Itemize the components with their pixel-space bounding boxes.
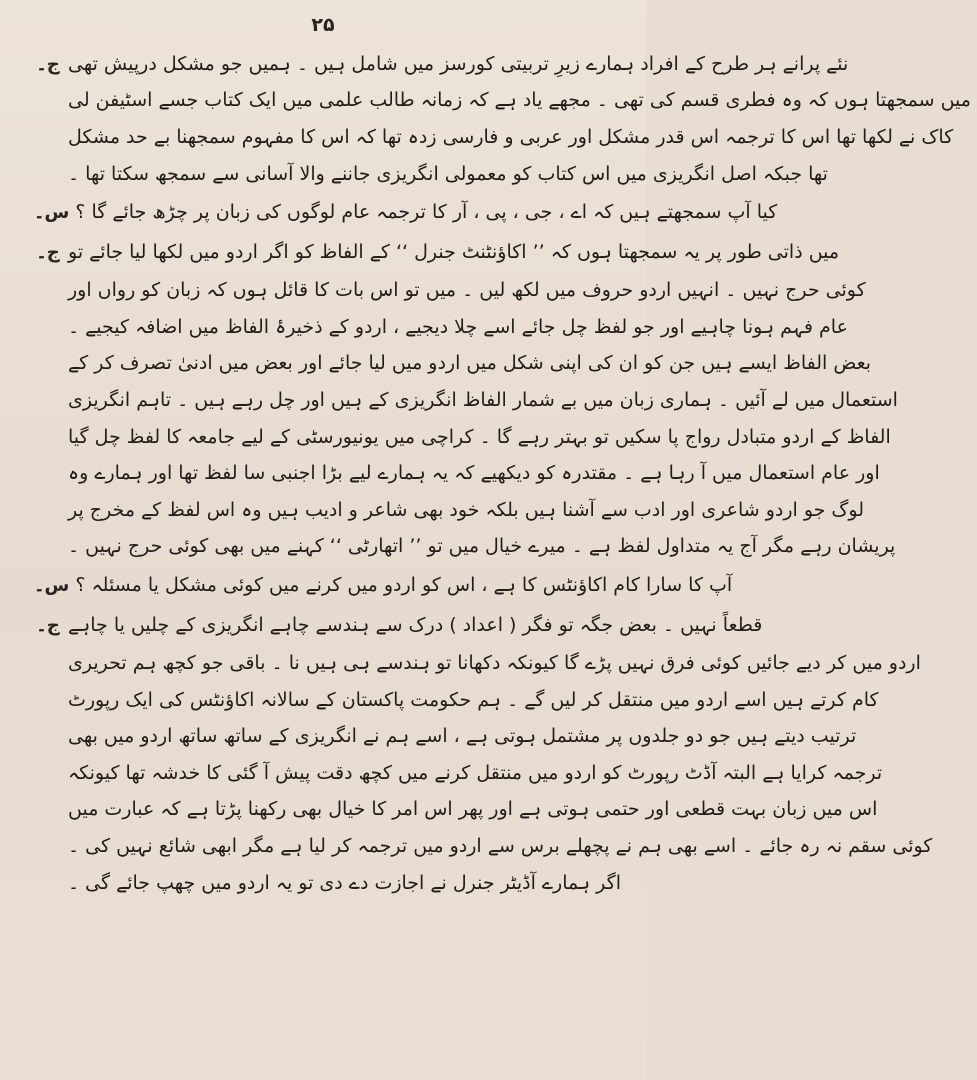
text-line [34, 865, 621, 902]
text-line [34, 156, 828, 193]
text-line [34, 192, 778, 232]
line-text: الفاظ کے اردو متبادل رواج پا سکیں تو بہتر رہے گا ۔ کراچی میں یونیورسٹی کے لیے جامعہ کا لفظ چل گیا [68, 425, 891, 448]
line-text: تھا جبکہ اصل انگریزی میں اس کتاب کو معمولی انگریزی جاننے والا آسانی سے سمجھ سکتا تھا ۔ [68, 162, 828, 185]
answer-marker: ج۔ [36, 53, 60, 75]
line-text: استعمال میں لے آئیں ۔ ہماری زبان میں بے شمار الفاظ انگریزی کے ہیں اور چل رہے ہیں ۔ تاہم انگریزی [68, 389, 898, 412]
text-line [34, 645, 921, 682]
question-marker: س۔ [34, 201, 70, 223]
line-text: کاک نے لکھا تھا اس کا ترجمہ اس قدر مشکل اور عربی و فارسی زدہ تھا کہ اس کا مفہوم سمجھنا بے حد مشکل [68, 126, 954, 149]
line-text: نئے پرانے ہر طرح کے افراد ہمارے زیرِ تربیتی کورسز میں شامل ہیں ۔ ہمیں جو مشکل درپیش تھی [68, 52, 849, 75]
line-text: اور عام استعمال میں آ رہا ہے ۔ مقتدرہ کو دیکھیے کہ یہ ہمارے لیے بڑا اجنبی سا لفظ تھا اور ہمارے وہ [68, 462, 880, 485]
text-line [34, 755, 883, 792]
line-text: میں سمجھتا ہوں کہ وہ فطری قسم کی تھی ۔ مجھے یاد ہے کہ زمانہ طالب علمی میں ایک کتاب جسے اسٹیفن لی [68, 89, 971, 112]
text-line [34, 492, 865, 529]
text-line [34, 718, 857, 755]
text-line [34, 309, 848, 346]
line-text: کیا آپ سمجھتے ہیں کہ اے ، جی ، پی ، آر کا ترجمہ عام لوگوں کی زبان پر چڑھ جائے گا ؟ [75, 200, 778, 223]
text-line [34, 232, 840, 272]
text-line [34, 682, 879, 719]
line-text: کوئی حرج نہیں ۔ انہیں اردو حروف میں لکھ لیں ۔ میں تو اس بات کا قائل ہوں کہ زبان کو رواں اور [68, 279, 866, 302]
answer-marker: ج۔ [36, 614, 60, 636]
text-line [34, 346, 872, 383]
text-line [34, 792, 878, 829]
line-text: عام فہم ہونا چاہیے اور جو لفظ چل جائے اسے چلا دیجیے ، اردو کے ذخیرۂ الفاظ میں اضافہ کیجیے ۔ [68, 315, 848, 338]
text-line [34, 605, 763, 645]
answer-marker: ج۔ [36, 241, 60, 263]
text-line [34, 419, 891, 456]
text-line [34, 382, 898, 419]
text-line [34, 46, 849, 83]
text-line [34, 828, 933, 865]
text-line [34, 119, 954, 156]
page-number: ۲۵ [311, 14, 335, 36]
line-text: کوئی سقم نہ رہ جائے ۔ اسے بھی ہم نے پچھلے برس سے اردو میں ترجمہ کر لیا ہے مگر ابھی شائع نہیں کی ۔ [68, 834, 933, 857]
text-line [34, 455, 880, 492]
line-text: اس میں زبان بہت قطعی اور حتمی ہوتی ہے اور پھر اس امر کا خیال بھی رکھنا پڑتا ہے کہ عبارت میں [68, 798, 878, 821]
text-line [34, 83, 971, 120]
line-text: قطعاً نہیں ۔ بعض جگہ تو فگر ( اعداد ) درک سے ہندسے چاہے انگریزی کے چلیں یا چاہے [68, 613, 763, 636]
line-text: اگر ہمارے آڈیٹر جنرل نے اجازت دے دی تو یہ اردو میں چھپ جائے گی ۔ [68, 871, 621, 894]
text-line [34, 565, 733, 605]
line-text: اردو میں کر دیے جائیں کوئی فرق نہیں پڑے گا کیونکہ دکھانا تو ہندسے ہی ہیں نا ۔ باقی جو کچھ ہم تحریری [68, 652, 921, 675]
line-text: پریشان رہے مگر آج یہ متداول لفظ ہے ۔ میرے خیال میں تو ’’ اتھارٹی ‘‘ کہنے میں بھی کوئی حرج نہیں ۔ [68, 535, 896, 558]
line-text: میں ذاتی طور پر یہ سمجھتا ہوں کہ ’’ اکاؤنٹنٹ جنرل ‘‘ کے الفاظ کو اگر اردو میں لکھا لیا جائے تو [68, 240, 840, 263]
line-text: آپ کا سارا کام اکاؤنٹس کا ہے ، اس کو اردو میں کرنے میں کوئی مشکل یا مسئلہ ؟ [75, 573, 733, 596]
line-text: ترجمہ کرایا ہے البتہ آڈٹ رپورٹ کو اردو میں منتقل کرنے میں کچھ دقت پیش آ گئی کا خدشہ تھا کیونکہ [68, 761, 883, 784]
text-line [34, 272, 866, 309]
line-text: کام کرتے ہیں اسے اردو میں منتقل کر لیں گے ۔ ہم حکومت پاکستان کے سالانہ اکاؤنٹس کی ایک رپورٹ [68, 688, 879, 711]
text-line [34, 529, 896, 566]
body-text [34, 46, 971, 901]
line-text: ترتیب دیتے ہیں جو دو جلدوں پر مشتمل ہوتی ہے ، اسے ہم نے انگریزی کے ساتھ ساتھ اردو میں بھی [68, 725, 857, 748]
question-marker: س۔ [34, 574, 70, 596]
line-text: لوگ جو اردو شاعری اور ادب سے آشنا ہیں بلکہ خود بھی شاعر و ادیب ہیں وہ اس لفظ کے مخرج پر [68, 498, 865, 521]
line-text: بعض الفاظ ایسے ہیں جن کو ان کی اپنی شکل میں اردو میں لیا جائے اور بعض میں ادنیٰ تصرف کر کے [68, 352, 872, 375]
